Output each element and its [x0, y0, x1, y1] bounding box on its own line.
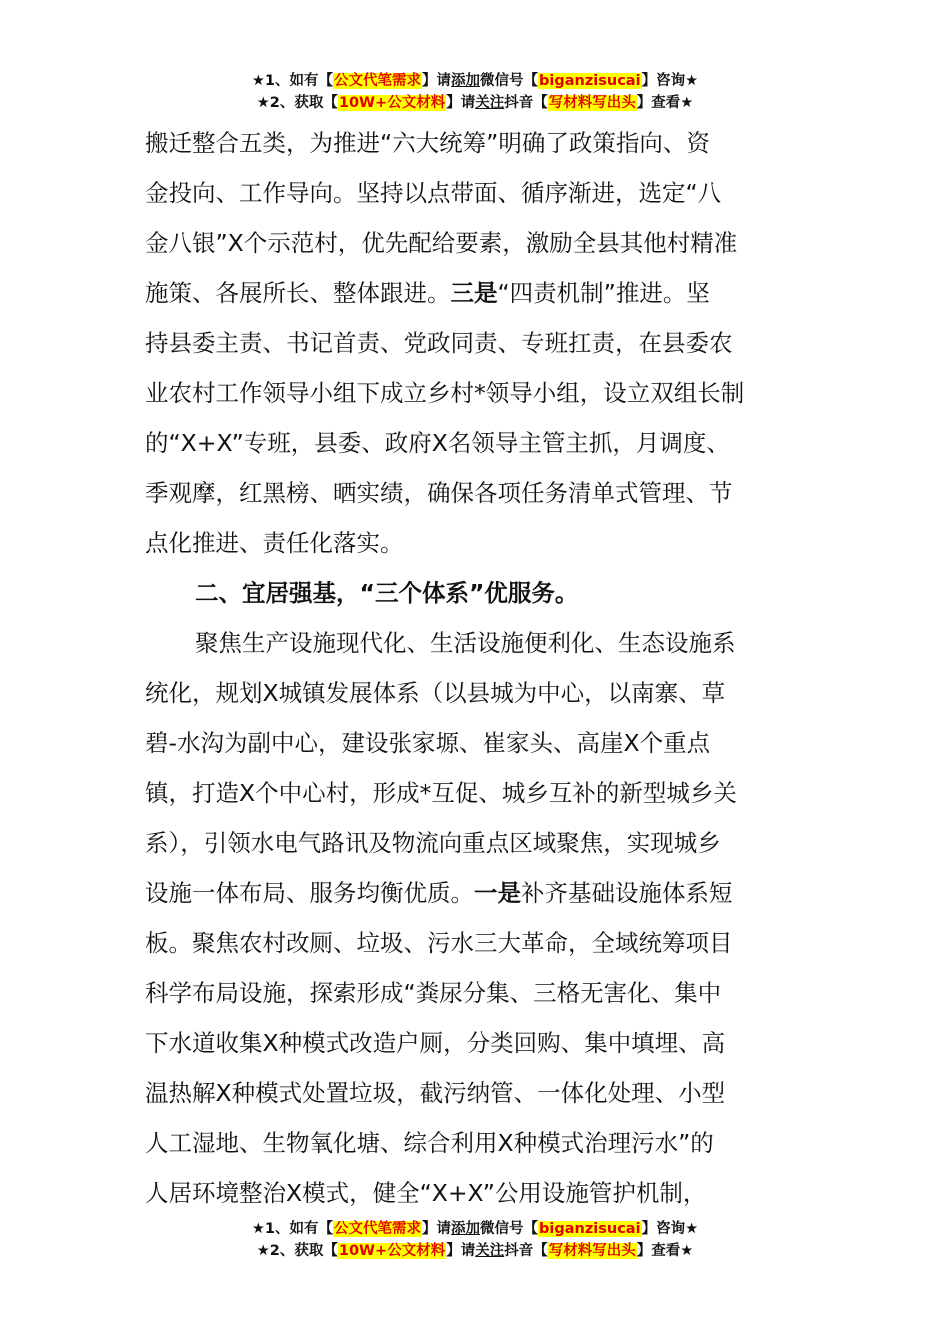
body-line: 金投向、工作导向。坚持以点带面、循序渐进，选定“八 — [145, 179, 722, 207]
banner-line-2: ★2、获取【10W+公文材料】请关注抖音【写材料写出头】查看★ — [256, 95, 694, 111]
document-body — [145, 118, 835, 1218]
body-line: 镇，打造X个中心村，形成*互促、城乡互补的新型城乡关 — [145, 779, 737, 807]
body-line: 持县委主责、书记首责、党政同责、专班扛责，在县委农 — [145, 329, 733, 357]
banner-line-2: ★2、获取【10W+公文材料】请关注抖音【写材料写出头】查看★ — [256, 1243, 694, 1259]
body-line: 统化，规划X城镇发展体系（以县城为中心，以南寨、草 — [145, 679, 726, 707]
bold-lead: 一是 — [474, 879, 521, 907]
highlight-douyin-id: 写材料写出头 — [548, 95, 636, 111]
highlight-wechat-id: biganzisucai — [539, 73, 641, 89]
body-line: 点化推进、责任化落实。 — [145, 529, 404, 557]
banner-line-1: ★1、如有【公文代笔需求】请添加微信号【biganzisucai】咨询★ — [251, 73, 699, 89]
body-line: 金八银”X个示范村，优先配给要素，激励全县其他村精准 — [145, 229, 738, 257]
highlight-materials: 10W+公文材料 — [338, 1243, 446, 1259]
body-line: 业农村工作领导小组下成立乡村*领导小组，设立双组长制 — [145, 379, 745, 407]
body-line: 聚焦生产设施现代化、生活设施便利化、生态设施系 — [195, 629, 736, 657]
header-banner — [0, 70, 950, 114]
body-line: 板。聚焦农村改厕、垃圾、污水三大革命，全域统筹项目 — [145, 929, 733, 957]
highlight-wechat-id: biganzisucai — [539, 1221, 641, 1237]
body-line: 设施一体布局、服务均衡优质。一是补齐基础设施体系短 — [145, 879, 733, 907]
highlight-service: 公文代笔需求 — [334, 1221, 422, 1237]
body-line: 的“X+X”专班，县委、政府X名领导主管主抓，月调度、 — [145, 429, 730, 457]
body-line: 搬迁整合五类，为推进“六大统筹”明确了政策指向、资 — [145, 129, 710, 157]
banner-line-1: ★1、如有【公文代笔需求】请添加微信号【biganzisucai】咨询★ — [251, 1221, 699, 1237]
body-line: 下水道收集X种模式改造户厕，分类回购、集中填埋、高 — [145, 1029, 726, 1057]
body-line: 系），引领水电气路讯及物流向重点区域聚焦，实现城乡 — [145, 829, 721, 857]
body-line: 季观摩，红黑榜、晒实绩，确保各项任务清单式管理、节 — [145, 479, 733, 507]
body-line: 人居环境整治X模式，健全“X+X”公用设施管护机制， — [145, 1179, 707, 1207]
highlight-materials: 10W+公文材料 — [338, 95, 446, 111]
body-line: 施策、各展所长、整体跟进。三是“四责机制”推进。坚 — [145, 279, 710, 307]
bold-lead: 三是 — [450, 279, 498, 307]
section-heading: 二、宜居强基，“三个体系”优服务。 — [195, 579, 579, 607]
highlight-douyin-id: 写材料写出头 — [548, 1243, 636, 1259]
body-line: 人工湿地、生物氧化塘、综合利用X种模式治理污水”的 — [145, 1129, 714, 1157]
body-line: 科学布局设施，探索形成“粪尿分集、三格无害化、集中 — [145, 979, 722, 1007]
body-line: 温热解X种模式处置垃圾，截污纳管、一体化处理、小型 — [145, 1079, 726, 1107]
footer-banner — [0, 1218, 950, 1262]
highlight-service: 公文代笔需求 — [334, 73, 422, 89]
body-line: 碧-水沟为副中心，建设张家塬、崔家头、高崖X个重点 — [145, 729, 711, 757]
